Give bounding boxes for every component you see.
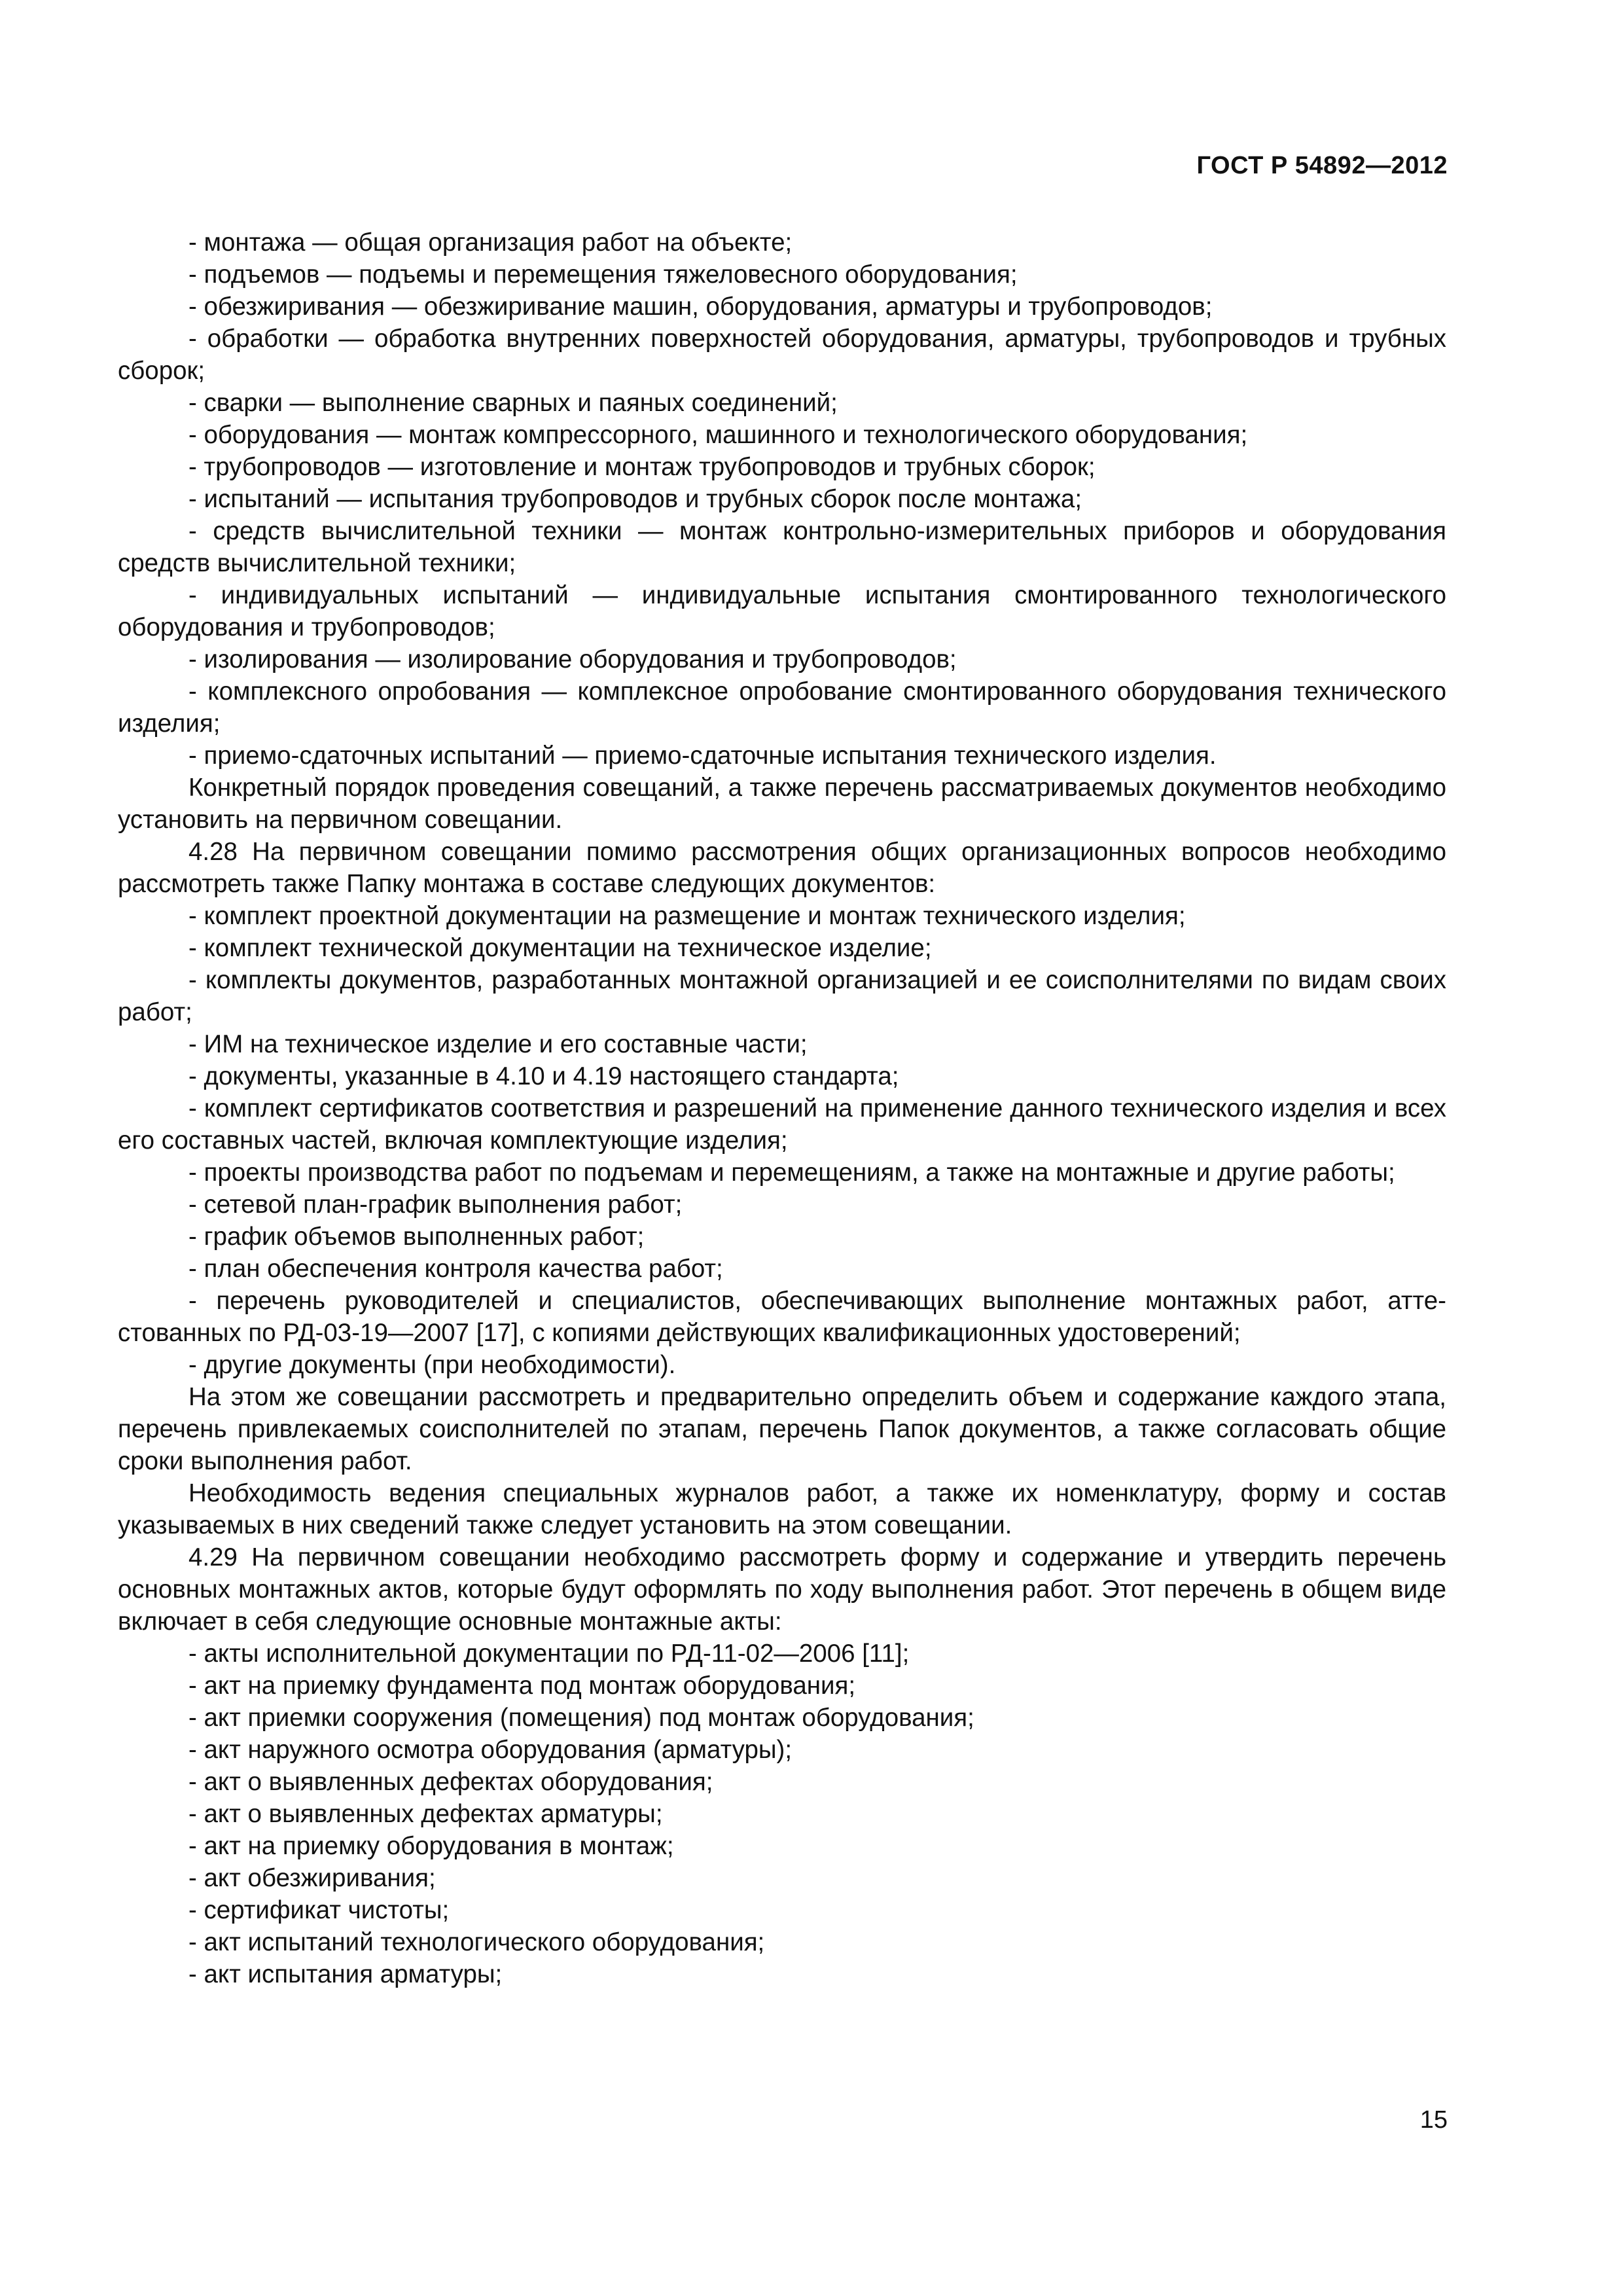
list-item: - план обеспечения контроля качества работ; bbox=[188, 1255, 723, 1283]
list-item: - акт обезжиривания; bbox=[188, 1864, 436, 1892]
list-item: - ИМ на техническое изделие и его составные части; bbox=[188, 1030, 808, 1058]
list-item: - акты исполнительной документации по РД-11-02—2006 [11]; bbox=[188, 1640, 910, 1668]
list-item: - комплект проектной документации на размещение и монтаж технического изделия; bbox=[188, 902, 1186, 930]
paragraph: Необходимость ведения специальных журналов работ, а также их номенклатуру, форму и состав указываемых в них сведений также следует установить на этом совещании. bbox=[118, 1479, 1446, 1539]
document-code-header: ГОСТ Р 54892—2012 bbox=[1196, 152, 1448, 179]
page-number: 15 bbox=[1419, 2106, 1448, 2134]
list-item: - график объемов выполненных работ; bbox=[188, 1223, 645, 1251]
list-item: - акт на приемку оборудования в монтаж; bbox=[188, 1832, 674, 1860]
list-item: - акт о выявленных дефектах оборудования; bbox=[188, 1768, 713, 1796]
list-item: - трубопроводов — изготовление и монтаж трубопроводов и трубных сборок; bbox=[188, 453, 1096, 481]
list-item: - изолирования — изолирование оборудования и трубопроводов; bbox=[188, 645, 957, 673]
clause-4-28: 4.28 На первичном совещании помимо рассмотрения общих организационных вопросов необходимо рассмотреть также Папку монтажа в составе следующих документов: bbox=[118, 838, 1446, 898]
list-item: - приемо-сдаточных испытаний — приемо-сдаточные испытания технического изделия. bbox=[188, 742, 1217, 770]
list-item: - акт испытания арматуры; bbox=[188, 1960, 503, 1988]
list-item: - перечень руководителей и специалистов, обеспечивающих выполнение монтажных работ, аттестованных по РД-03-19—2007 [17], с копиями действующих квалификационных удостоверений; bbox=[118, 1287, 1446, 1347]
list-item: - проекты производства работ по подъемам и перемещениям, а также на монтажные и другие работы; bbox=[188, 1158, 1395, 1187]
paragraph: На этом же совещании рассмотреть и предварительно определить объем и содержание каждого этапа, перечень привлекаемых соисполнителей по этапам, перечень Папок документов, а также согласовать общие сроки выполнения работ. bbox=[118, 1383, 1446, 1475]
list-item: - обезжиривания — обезжиривание машин, оборудования, арматуры и трубопроводов; bbox=[188, 293, 1213, 321]
list-item: - комплект технической документации на техническое изделие; bbox=[188, 934, 932, 962]
list-item: - монтажа — общая организация работ на объекте; bbox=[188, 228, 793, 257]
list-item: - акт наружного осмотра оборудования (арматуры); bbox=[188, 1736, 793, 1764]
list-item: - комплексного опробования — комплексное опробование смонтированного оборудования технического изделия; bbox=[118, 677, 1446, 738]
list-item: - средств вычислительной техники — монтаж контрольно-измерительных приборов и оборудования средств вычислительной техники; bbox=[118, 517, 1446, 577]
list-item: - сетевой план-график выполнения работ; bbox=[188, 1191, 683, 1219]
list-item: - акт приемки сооружения (помещения) под монтаж оборудования; bbox=[188, 1704, 974, 1732]
list-item: - акт о выявленных дефектах арматуры; bbox=[188, 1800, 663, 1828]
paragraph: Конкретный порядок проведения совещаний, а также перечень рассматриваемых документов необходимо установить на первичном совещании. bbox=[118, 774, 1446, 834]
list-item: - подъемов — подъемы и перемещения тяжеловесного оборудования; bbox=[188, 260, 1018, 289]
list-item: - обработки — обработка внутренних поверхностей оборудования, арматуры, трубопроводов и трубных сборок; bbox=[118, 325, 1446, 385]
list-item: - комплекты документов, разработанных монтажной организацией и ее соисполнителями по видам своих работ; bbox=[118, 966, 1446, 1026]
list-item: - акт на приемку фундамента под монтаж оборудования; bbox=[188, 1672, 856, 1700]
list-item: - индивидуальных испытаний — индивидуальные испытания смонтированного технологического оборудования и трубопроводов; bbox=[118, 581, 1446, 641]
list-item: - сварки — выполнение сварных и паяных соединений; bbox=[188, 389, 838, 417]
list-item: - испытаний — испытания трубопроводов и трубных сборок после монтажа; bbox=[188, 485, 1082, 513]
document-body bbox=[118, 226, 1446, 1990]
list-item: - оборудования — монтаж компрессорного, машинного и технологического оборудования; bbox=[188, 421, 1248, 449]
list-item: - комплект сертификатов соответствия и разрешений на применение данного технического изделия и всех его составных частей, включая комплектующие изделия; bbox=[118, 1094, 1446, 1155]
clause-4-29: 4.29 На первичном совещании необходимо рассмотреть форму и содержание и утвердить перечень основных монтажных актов, которые будут оформлять по ходу выполнения работ. Этот перечень в общем виде включает в себя следующие основные монтажные акты: bbox=[118, 1543, 1446, 1636]
list-item: - документы, указанные в 4.10 и 4.19 настоящего стандарта; bbox=[188, 1062, 899, 1090]
list-item: - сертификат чистоты; bbox=[188, 1896, 450, 1924]
list-item: - акт испытаний технологического оборудования; bbox=[188, 1928, 765, 1956]
list-item: - другие документы (при необходимости). bbox=[188, 1351, 676, 1379]
